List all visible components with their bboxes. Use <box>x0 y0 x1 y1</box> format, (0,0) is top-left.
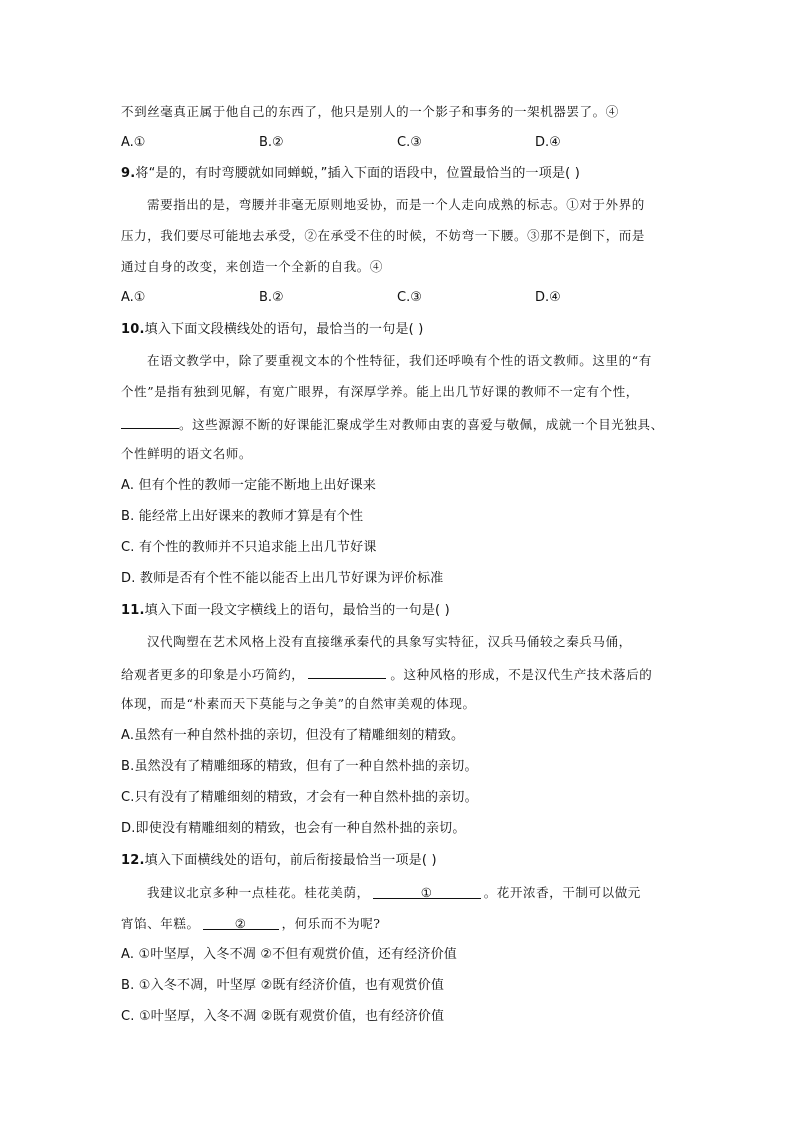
q10-option-b[interactable]: B. 能经常上出好课来的教师才算是有个性 <box>121 509 364 524</box>
q11-passage-line-2-tail: 。这种风格的形成，不是汉代生产技术落后的 <box>390 667 653 682</box>
q10-passage-line-2: 个性”是指有独到见解，有宽广眼界，有深厚学养。能上出几节好课的教师不一定有个性， <box>121 384 639 399</box>
q12-passage-line-2-text: 宵馅、年糕。 <box>121 916 200 931</box>
q11-passage-line-3: 体现，而是“朴素而天下莫能与之争美”的自然审美观的体现。 <box>121 696 476 711</box>
q8-option-a[interactable]: A.① <box>121 135 146 150</box>
q11-option-a[interactable]: A.虽然有一种自然朴拙的亲切，但没有了精雕细刻的精致。 <box>121 728 465 743</box>
q11-number: 11. <box>121 603 145 618</box>
q12-blank-2[interactable] <box>203 915 279 930</box>
q9-question: 将“是的，有时弯腰就如同蝉蜕，”插入下面的语段中，位置最恰当的一项是( ) <box>135 166 581 181</box>
q10-option-a[interactable]: A. 但有个性的教师一定能不断地上出好课来 <box>121 478 377 493</box>
q12-blank-1-label: ① <box>420 885 433 900</box>
q11-passage-line-2 <box>121 664 652 684</box>
q10-option-c[interactable]: C. 有个性的教师并不只追求能上出几节好课 <box>121 540 377 555</box>
q11-question: 填入下面一段文字横线上的语句，最恰当的一句是( ) <box>144 603 450 618</box>
q12-blank-1[interactable] <box>373 884 481 899</box>
q12-passage-line-2 <box>121 915 381 933</box>
q12-option-c[interactable]: C. ①叶坚厚，入冬不凋 ②既有观赏价值，也有经济价值 <box>121 1009 445 1024</box>
q10-passage-line-3 <box>121 414 664 434</box>
q9-passage-line-2: 压力，我们要尽可能地去承受，②在承受不住的时候，不妨弯一下腰。③那不是倒下，而是 <box>121 228 646 243</box>
q10-passage-line-4: 个性鲜明的语文名师。 <box>121 446 253 461</box>
q11-option-c[interactable]: C.只有没有了精雕细刻的精致，才会有一种自然朴拙的亲切。 <box>121 790 478 805</box>
q9-option-d[interactable]: D.④ <box>535 290 561 305</box>
q10-option-d[interactable]: D. 教师是否有个性不能以能否上出几节好课为评价标准 <box>121 571 444 586</box>
q12-question: 填入下面横线处的语句，前后衔接最恰当一项是( ) <box>144 853 437 868</box>
q10-passage-line-1: 在语文教学中，除了要重视文本的个性特征，我们还呼唤有个性的语文教师。这里的“有 <box>147 353 652 368</box>
q9-option-b[interactable]: B.② <box>259 290 284 305</box>
q12-passage-line-2-tail: ，何乐而不为呢? <box>281 916 381 931</box>
q10-answer-blank[interactable] <box>121 414 179 429</box>
q12-option-b[interactable]: B. ①入冬不凋，叶坚厚 ②既有经济价值，也有观赏价值 <box>121 978 445 993</box>
q12-passage-line-1-tail: 。花开浓香，干制可以做元 <box>483 885 641 900</box>
q9-passage-line-3: 通过自身的改变，来创造一个全新的自我。④ <box>121 259 384 274</box>
q11-answer-blank[interactable] <box>308 664 386 679</box>
q11-passage-line-1: 汉代陶塑在艺术风格上没有直接继承秦代的具象写实特征，汉兵马俑较之秦兵马俑， <box>147 634 632 649</box>
q12-option-a[interactable]: A. ①叶坚厚，入冬不凋 ②不但有观赏价值，还有经济价值 <box>121 947 457 962</box>
q11-option-d[interactable]: D.即使没有精雕细刻的精致，也会有一种自然朴拙的亲切。 <box>121 821 466 836</box>
q9-option-a[interactable]: A.① <box>121 290 146 305</box>
q8-passage-end: 不到丝毫真正属于他自己的东西了，他只是别人的一个影子和事务的一架机器罢了。④ <box>121 104 619 119</box>
q8-option-d[interactable]: D.④ <box>535 135 561 150</box>
q8-option-b[interactable]: B.② <box>259 135 284 150</box>
q12-stem <box>121 852 437 870</box>
q10-stem <box>121 321 424 339</box>
q9-stem <box>121 165 580 183</box>
q12-blank-2-label: ② <box>234 916 247 931</box>
q9-passage-line-1: 需要指出的是，弯腰并非毫无原则地妥协，而是一个人走向成熟的标志。①对于外界的 <box>147 197 645 212</box>
q12-number: 12. <box>121 853 145 868</box>
q11-stem <box>121 602 450 620</box>
q11-passage-line-2-text: 给观者更多的印象是小巧简约， <box>121 667 305 682</box>
q10-number: 10. <box>121 322 145 337</box>
q12-passage-line-1 <box>147 884 641 902</box>
q8-option-c[interactable]: C.③ <box>397 135 422 150</box>
q12-passage-line-1-text: 我建议北京多种一点桂花。桂花美荫， <box>147 885 370 900</box>
q11-option-b[interactable]: B.虽然没有了精雕细琢的精致，但有了一种自然朴拙的亲切。 <box>121 759 478 774</box>
q9-number: 9. <box>121 166 136 181</box>
q10-question: 填入下面文段横线处的语句，最恰当的一句是( ) <box>144 322 424 337</box>
q10-passage-line-3-text: 。这些源源不断的好课能汇聚成学生对教师由衷的喜爱与敬佩，成就一个目光独具、 <box>179 417 664 432</box>
q9-option-c[interactable]: C.③ <box>397 290 422 305</box>
